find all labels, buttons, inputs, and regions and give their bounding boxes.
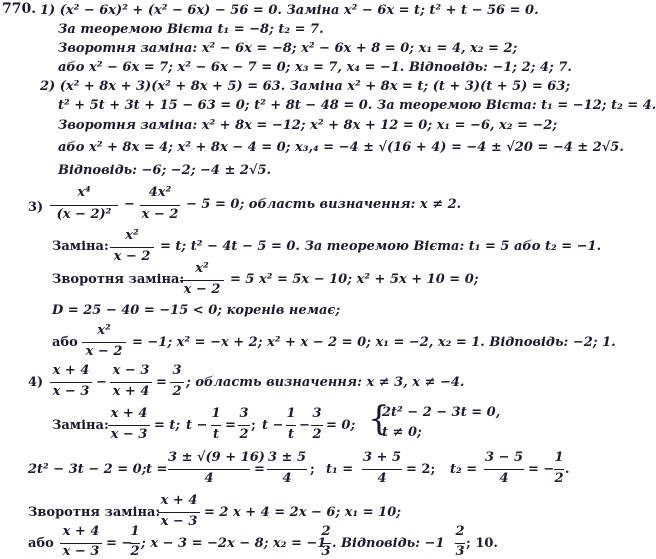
p4-a3-num: 2 — [321, 524, 331, 539]
p4-s2-num: 1 — [211, 406, 221, 421]
p4-s-minus: − — [299, 418, 310, 433]
p4-q-eq: = — [254, 462, 265, 477]
p4-a4-den: 3 — [455, 544, 465, 559]
part4-label: 4) — [28, 375, 44, 390]
fraction-bar — [140, 205, 180, 206]
p3-f3-den: x − 2 — [113, 249, 151, 264]
p4-s4-den: t — [287, 427, 294, 442]
fraction-bar — [170, 382, 184, 383]
p4-a4-num: 2 — [455, 524, 465, 539]
p3-f1-den: (x − 2)² — [56, 207, 112, 222]
p3-or-label: або — [52, 335, 78, 350]
fraction-bar — [180, 280, 224, 281]
part2-answer: Відповідь: −6; −2; −4 ± 2√5. — [58, 163, 272, 178]
p4-s5-den: 2 — [312, 427, 322, 442]
p3-discriminant: D = 25 − 40 = −15 < 0; коренів немає; — [52, 303, 341, 318]
p4-q-dot: . — [565, 462, 570, 477]
p4-answer-end: ; 10. — [466, 536, 498, 551]
p3-f4-den: x − 2 — [183, 282, 221, 297]
fraction-bar — [211, 425, 221, 426]
p4-s3-den: 2 — [239, 427, 249, 442]
fraction-bar — [267, 469, 307, 470]
p4-s4-num: 1 — [286, 406, 296, 421]
p4-q3-den: 4 — [377, 471, 387, 486]
fraction-bar — [554, 469, 564, 470]
p4-s-t: t − — [186, 418, 208, 433]
p3-f4-num: x² — [195, 261, 209, 276]
fraction-bar — [50, 205, 118, 206]
p3-sub-rest: = t; t² − 4t − 5 = 0. За теоремою Вієта: t₁ = 5 або t₂ = −1. — [160, 239, 602, 254]
p4-f2-num: x − 3 — [112, 363, 150, 378]
p4-or-label: або — [28, 536, 54, 551]
p4-q-t2: t₂ = — [450, 462, 478, 477]
fraction-bar — [50, 382, 92, 383]
problem-number: 770. — [2, 1, 37, 17]
p3-f1-num: x⁴ — [77, 185, 91, 200]
fraction-bar — [286, 425, 296, 426]
p4-q4-num: 3 − 5 — [484, 450, 524, 465]
p3-or-rest: = −1; x² = −x + 2; x² + x − 2 = 0; x₁ = −2, x₂ = 1. Відповідь: −2; 1. — [132, 335, 616, 350]
fraction-bar — [110, 247, 154, 248]
p4-q1-den: 4 — [204, 471, 214, 486]
p3-f5-num: x² — [97, 323, 111, 338]
fraction-bar — [110, 382, 152, 383]
p4-q2-den: 4 — [282, 471, 292, 486]
p3-f5-den: x − 2 — [85, 344, 123, 359]
p3-sub-label: Заміна: — [52, 239, 109, 254]
p3-eq-rest: − 5 = 0; область визначення: x ≠ 2. — [186, 197, 462, 212]
part1-line3: Зворотня заміна: x² − 6x = −8; x² − 6x + 8 = 0; x₁ = 4, x₂ = 2; — [58, 41, 518, 56]
p4-a-rest: ; x − 3 = −2x − 8; x₂ = −1 — [141, 536, 327, 551]
p4-f1-den: x − 3 — [52, 384, 90, 399]
part3-label: 3) — [28, 200, 44, 215]
fraction-bar — [82, 342, 126, 343]
p3-f2-num: 4x² — [148, 185, 172, 200]
p3-f2-den: x − 2 — [141, 207, 179, 222]
p3-rev-label: Зворотня заміна: — [52, 272, 185, 287]
fraction-bar — [238, 425, 250, 426]
p4-minus: − — [96, 375, 107, 390]
p4-q3-num: 3 + 5 — [362, 450, 402, 465]
part2-line2: t² + 5t + 3t + 15 − 63 = 0; t² + 8t − 48 = 0. За теоремою Вієта: t₁ = −12; t₂ = 4. — [58, 98, 656, 113]
p4-rev-label: Зворотня заміна: — [28, 505, 161, 520]
p4-system-line2: t ≠ 0; — [382, 425, 422, 440]
p4-q-sep: ; — [310, 462, 315, 477]
fraction-bar — [108, 425, 150, 426]
p4-q2-num: 3 ± 5 — [267, 450, 307, 465]
fraction-bar — [168, 469, 250, 470]
p4-a1-den: x − 3 — [62, 544, 100, 559]
p4-f1-num: x + 4 — [52, 363, 90, 378]
p4-s-sep: ; — [251, 418, 256, 433]
p4-q1-num: 3 ± √(9 + 16) — [168, 450, 265, 465]
p4-q-two: = 2; — [406, 462, 436, 477]
fraction-bar — [484, 469, 524, 470]
part1-line1: 1) (x² − 6x)² + (x² − 6x) − 56 = 0. Заміна x² − 6x = t; t² + t − 56 = 0. — [40, 3, 539, 18]
p4-a2-num: 1 — [130, 524, 140, 539]
part2-line3: Зворотня заміна: x² + 8x = −12; x² + 8x + 12 = 0; x₁ = −6, x₂ = −2; — [58, 118, 558, 133]
p4-eq: = — [156, 375, 167, 390]
part2-line1: 2) (x² + 8x + 3)(x² + 8x + 5) = 63. Заміна x² + 8x = t; (t + 3)(t + 5) = 63; — [40, 79, 571, 94]
p4-s1-num: x + 4 — [110, 406, 148, 421]
p4-s3-num: 3 — [239, 406, 249, 421]
fraction-bar — [311, 425, 323, 426]
p4-s-t2: t − — [262, 418, 284, 433]
part1-line2: За теоремою Вієта t₁ = −8; t₂ = 7. — [58, 22, 324, 37]
p3-f3-num: x² — [125, 228, 139, 243]
part2-line4: або x² + 8x = 4; x² + 8x − 4 = 0; x₃,₄ = −4 ± √(16 + 4) = −4 ± √20 = −4 ± 2√5. — [58, 140, 624, 155]
p4-q5-num: 1 — [554, 450, 564, 465]
p4-rev-rest: = 2 x + 4 = 2x − 6; x₁ = 10; — [204, 505, 402, 520]
p4-a1-num: x + 4 — [62, 524, 100, 539]
p4-sub-label: Заміна: — [52, 418, 109, 433]
p4-r1-num: x + 4 — [160, 493, 198, 508]
p4-s-zero: = 0; — [326, 418, 356, 433]
p4-f3-num: 3 — [172, 363, 182, 378]
p4-domain: ; область визначення: x ≠ 3, x ≠ −4. — [186, 375, 465, 390]
p3-rev-rest: = 5 x² = 5x − 10; x² + 5x + 10 = 0; — [230, 272, 479, 287]
p4-s2-den: t — [212, 427, 219, 442]
fraction-bar — [158, 512, 200, 513]
p4-f2-den: x + 4 — [112, 384, 150, 399]
p4-q-t1: t₁ = — [326, 462, 354, 477]
p4-a2-den: 2 — [130, 544, 140, 559]
p4-a3-den: 3 — [321, 544, 331, 559]
system-brace: { — [368, 399, 390, 439]
fraction-bar — [362, 469, 402, 470]
p4-f3-den: 2 — [172, 384, 182, 399]
p4-s1-den: x − 3 — [110, 427, 148, 442]
p4-s5-num: 3 — [312, 406, 322, 421]
p4-q-t: t = — [146, 462, 168, 477]
p4-system-line1: 2t² − 2 − 3t = 0, — [382, 405, 501, 420]
p4-s-eq: = t; — [154, 418, 181, 433]
p4-a-eq: = − — [106, 536, 133, 551]
p4-q-eq3: = − — [528, 462, 555, 477]
p4-s-eq2: = — [225, 418, 236, 433]
p4-answer: . Відповідь: −1 — [332, 536, 445, 551]
p4-quadratic: 2t² − 3t − 2 = 0; — [28, 462, 147, 477]
p4-r1-den: x − 3 — [160, 514, 198, 529]
p4-q5-den: 2 — [554, 471, 564, 486]
p3-minus: − — [124, 197, 135, 212]
part1-line4: або x² − 6x = 7; x² − 6x − 7 = 0; x₃ = 7, x₄ = −1. Відповідь: −1; 2; 4; 7. — [58, 60, 572, 75]
p4-q4-den: 4 — [499, 471, 509, 486]
